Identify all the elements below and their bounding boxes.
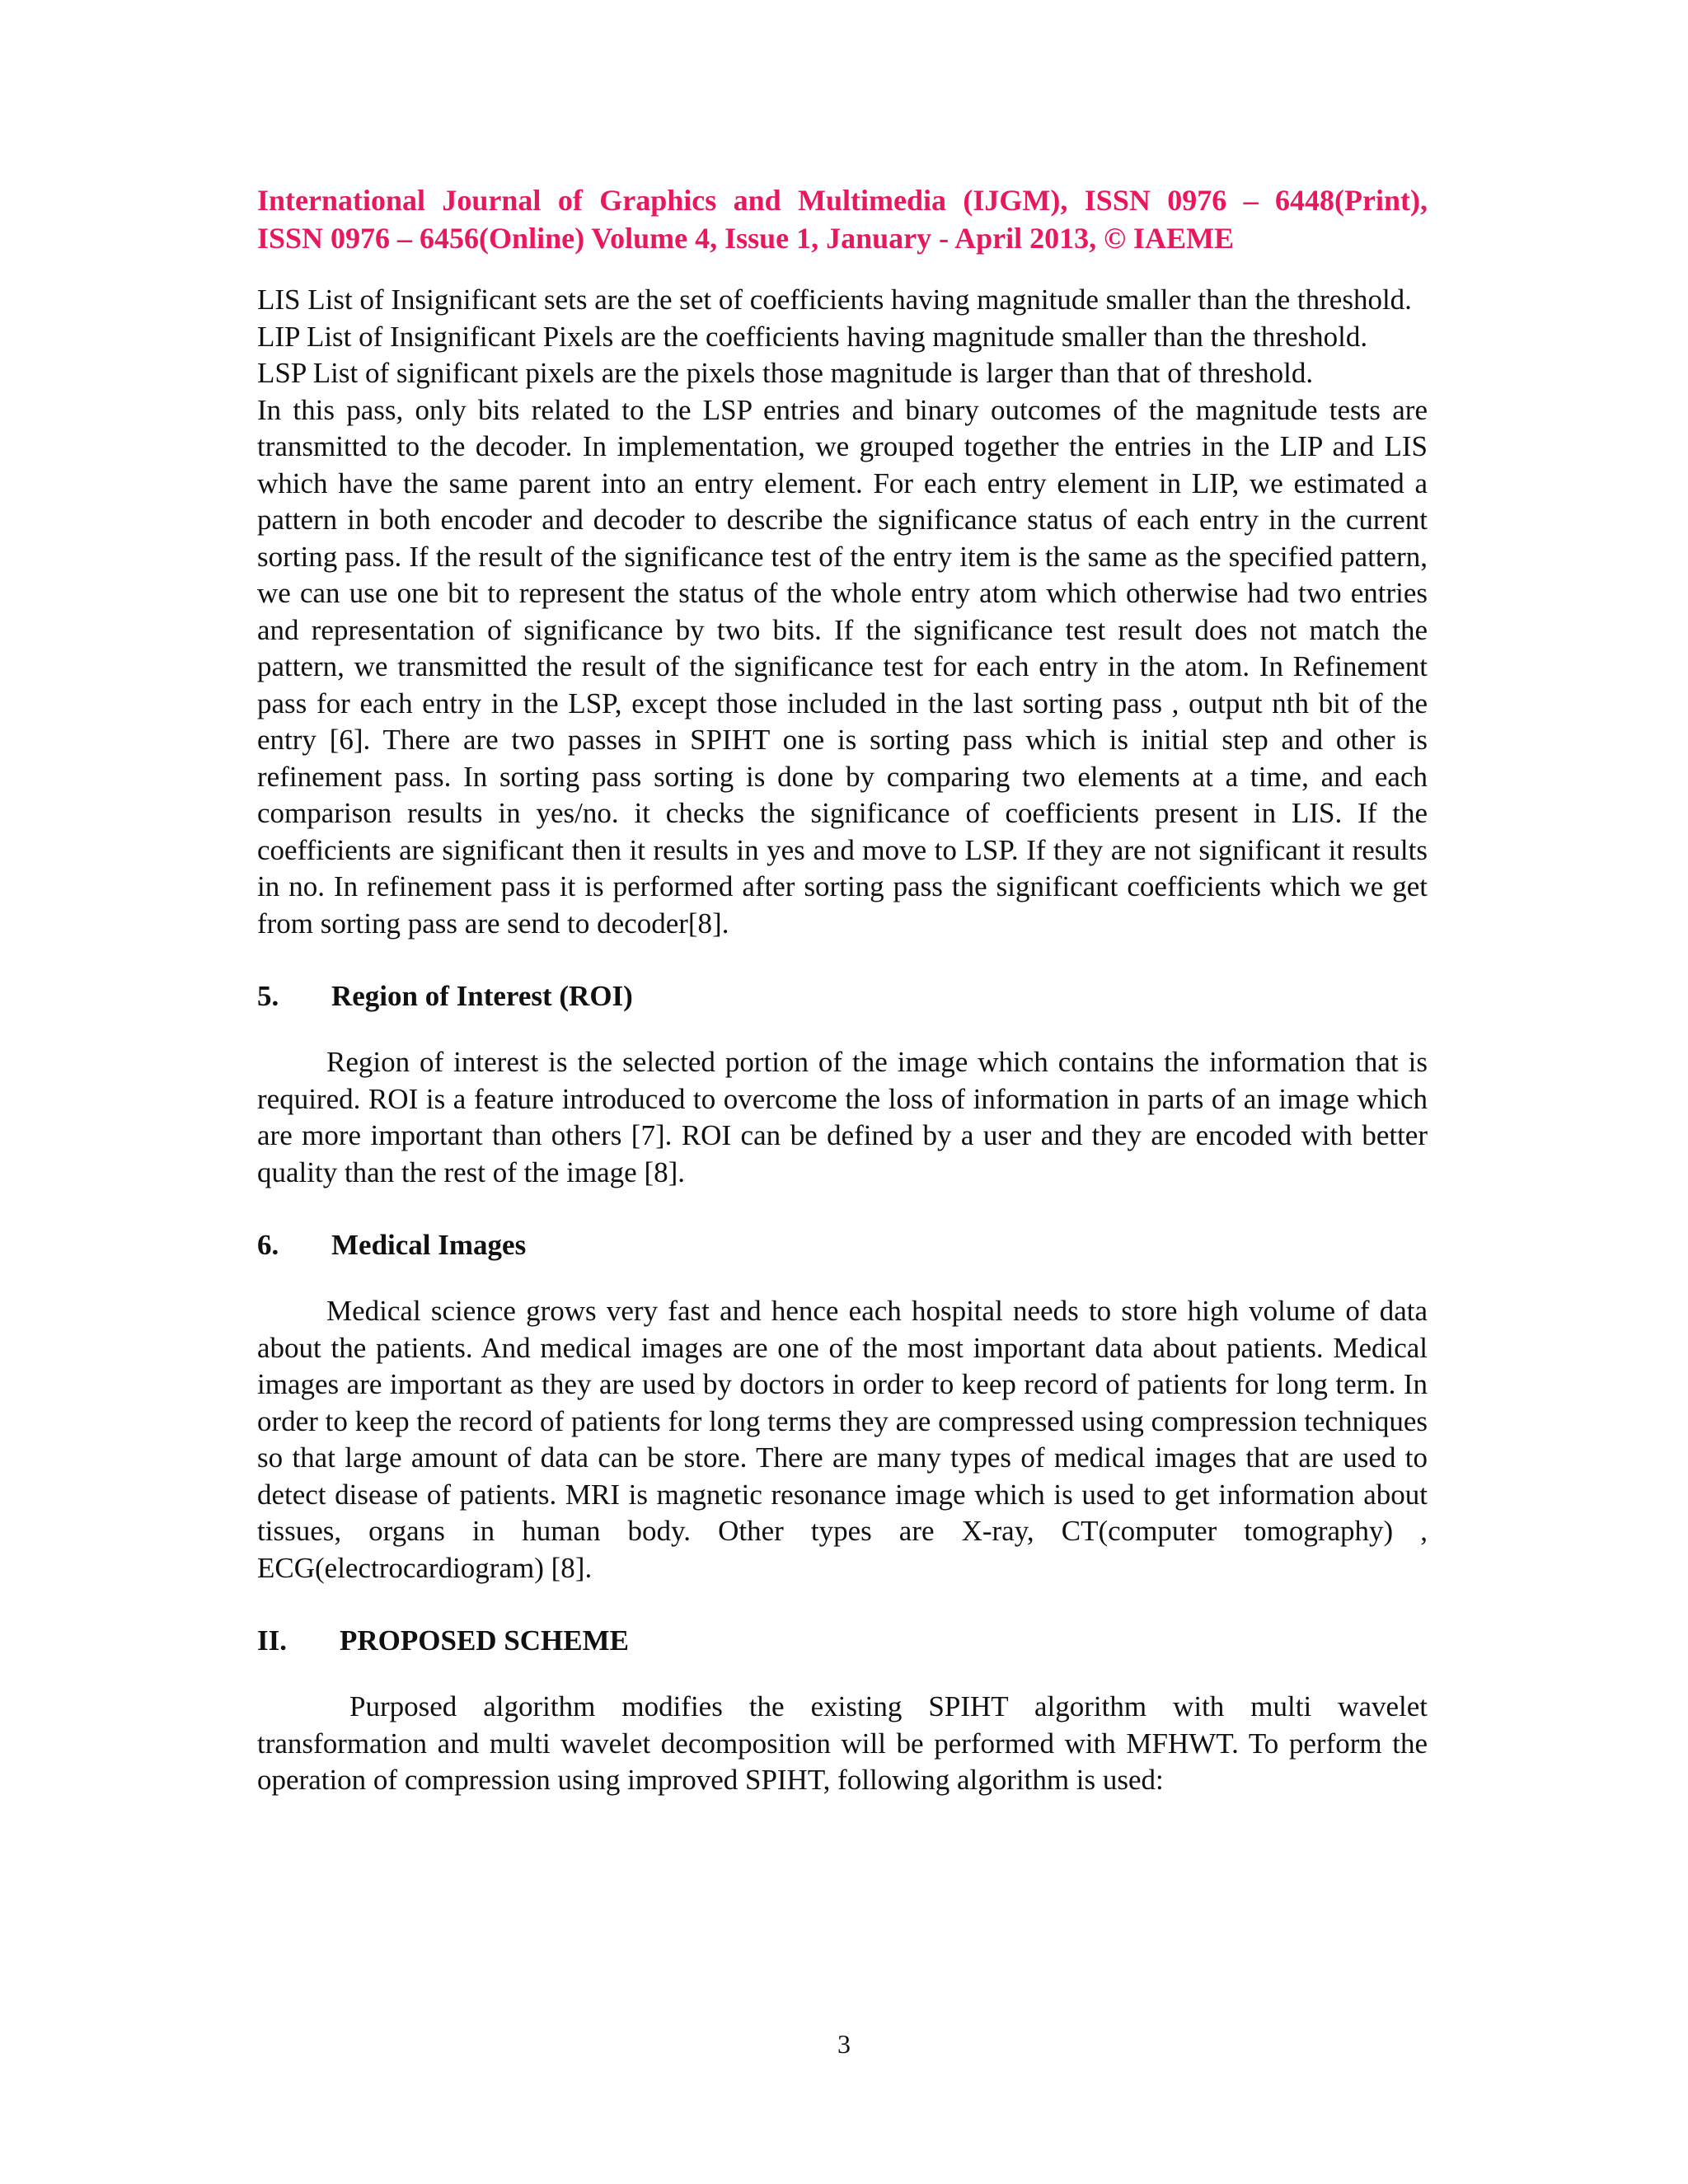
section-title: PROPOSED SCHEME (340, 1624, 630, 1657)
section-title: Region of Interest (ROI) (331, 980, 633, 1012)
medical-images-paragraph: Medical science grows very fast and hence each hospital needs to store high volume of data about the patients. And medical images are one of the most important data about patients. Medical images are important as they are used by doctors in order to keep record of patients for long term. In order to keep the record of patients for long terms they are compressed using compression techniques so that large amount of data can be store. There are many types of medical images that are used to detect disease of patients. MRI is magnetic resonance image which is used to get information about tissues, organs in human body. Other types are X-ray, CT(computer tomography) , ECG(electrocardiogram) [8]. (257, 1295, 1428, 1584)
lip-definition: LIP List of Insignificant Pixels are the coefficients having magnitude smaller than the threshold. (257, 320, 1368, 353)
proposed-scheme-paragraph: Purposed algorithm modifies the existing SPIHT algorithm with multi wavelet transformation and multi wavelet decomposition will be performed with MFHWT. To perform the operation of compression using improved SPIHT, following algorithm is used: (257, 1690, 1428, 1796)
lis-definition: LIS List of Insignificant sets are the set of coefficients having magnitude smaller than the threshold. (257, 284, 1412, 316)
journal-header-line-1: International Journal of Graphics and Multimedia (IJGM), ISSN 0976 – 6448(Print), (257, 184, 1428, 217)
section-title: Medical Images (331, 1229, 527, 1261)
section-heading-roi (257, 978, 1428, 1015)
section-number: 5. (257, 980, 279, 1012)
section-number: 6. (257, 1229, 279, 1261)
sorting-pass-paragraph: In this pass, only bits related to the LSP entries and binary outcomes of the magnitude tests are transmitted to the decoder. In implementation, we grouped together the entries in the LIP and LIS which have the same parent into an entry element. For each entry element in LIP, we estimated a pattern in both encoder and decoder to describe the significance status of each entry in the current sorting pass. If the result of the significance test of the entry item is the same as the specified pattern, we can use one bit to represent the status of the whole entry atom which otherwise had two entries and representation of significance by two bits. If the significance test result does not match the pattern, we transmitted the result of the significance test for each entry in the atom. In Refinement pass for each entry in the LSP, except those included in the last sorting pass , output nth bit of the entry [6]. There are two passes in SPIHT one is sorting pass which is initial step and other is refinement pass. In sorting pass sorting is done by comparing two elements at a time, and each comparison results in yes/no. it checks the significance of coefficients present in LIS. If the coefficients are significant then it results in yes and move to LSP. If they are not significant it results in no. In refinement pass it is performed after sorting pass the significant coefficients which we get from sorting pass are send to decoder[8]. (257, 393, 1428, 940)
section-heading-proposed-scheme (257, 1623, 1428, 1659)
page-number: 3 (837, 2029, 851, 2059)
section-number: II. (257, 1624, 287, 1657)
section-heading-medical-images (257, 1227, 1428, 1263)
roi-paragraph: Region of interest is the selected portion of the image which contains the information that is required. ROI is a feature introduced to overcome the loss of information in parts of an image which are more important than others [7]. ROI can be defined by a user and they are encoded with better quality than the rest of the image [8]. (257, 1046, 1428, 1188)
journal-header (257, 181, 1428, 257)
journal-header-line-2: ISSN 0976 – 6456(Online) Volume 4, Issue 1, January - April 2013, © IAEME (257, 222, 1235, 255)
lsp-definition: LSP List of significant pixels are the pixels those magnitude is larger than that of threshold. (257, 357, 1314, 389)
paper-page (257, 181, 1428, 1799)
